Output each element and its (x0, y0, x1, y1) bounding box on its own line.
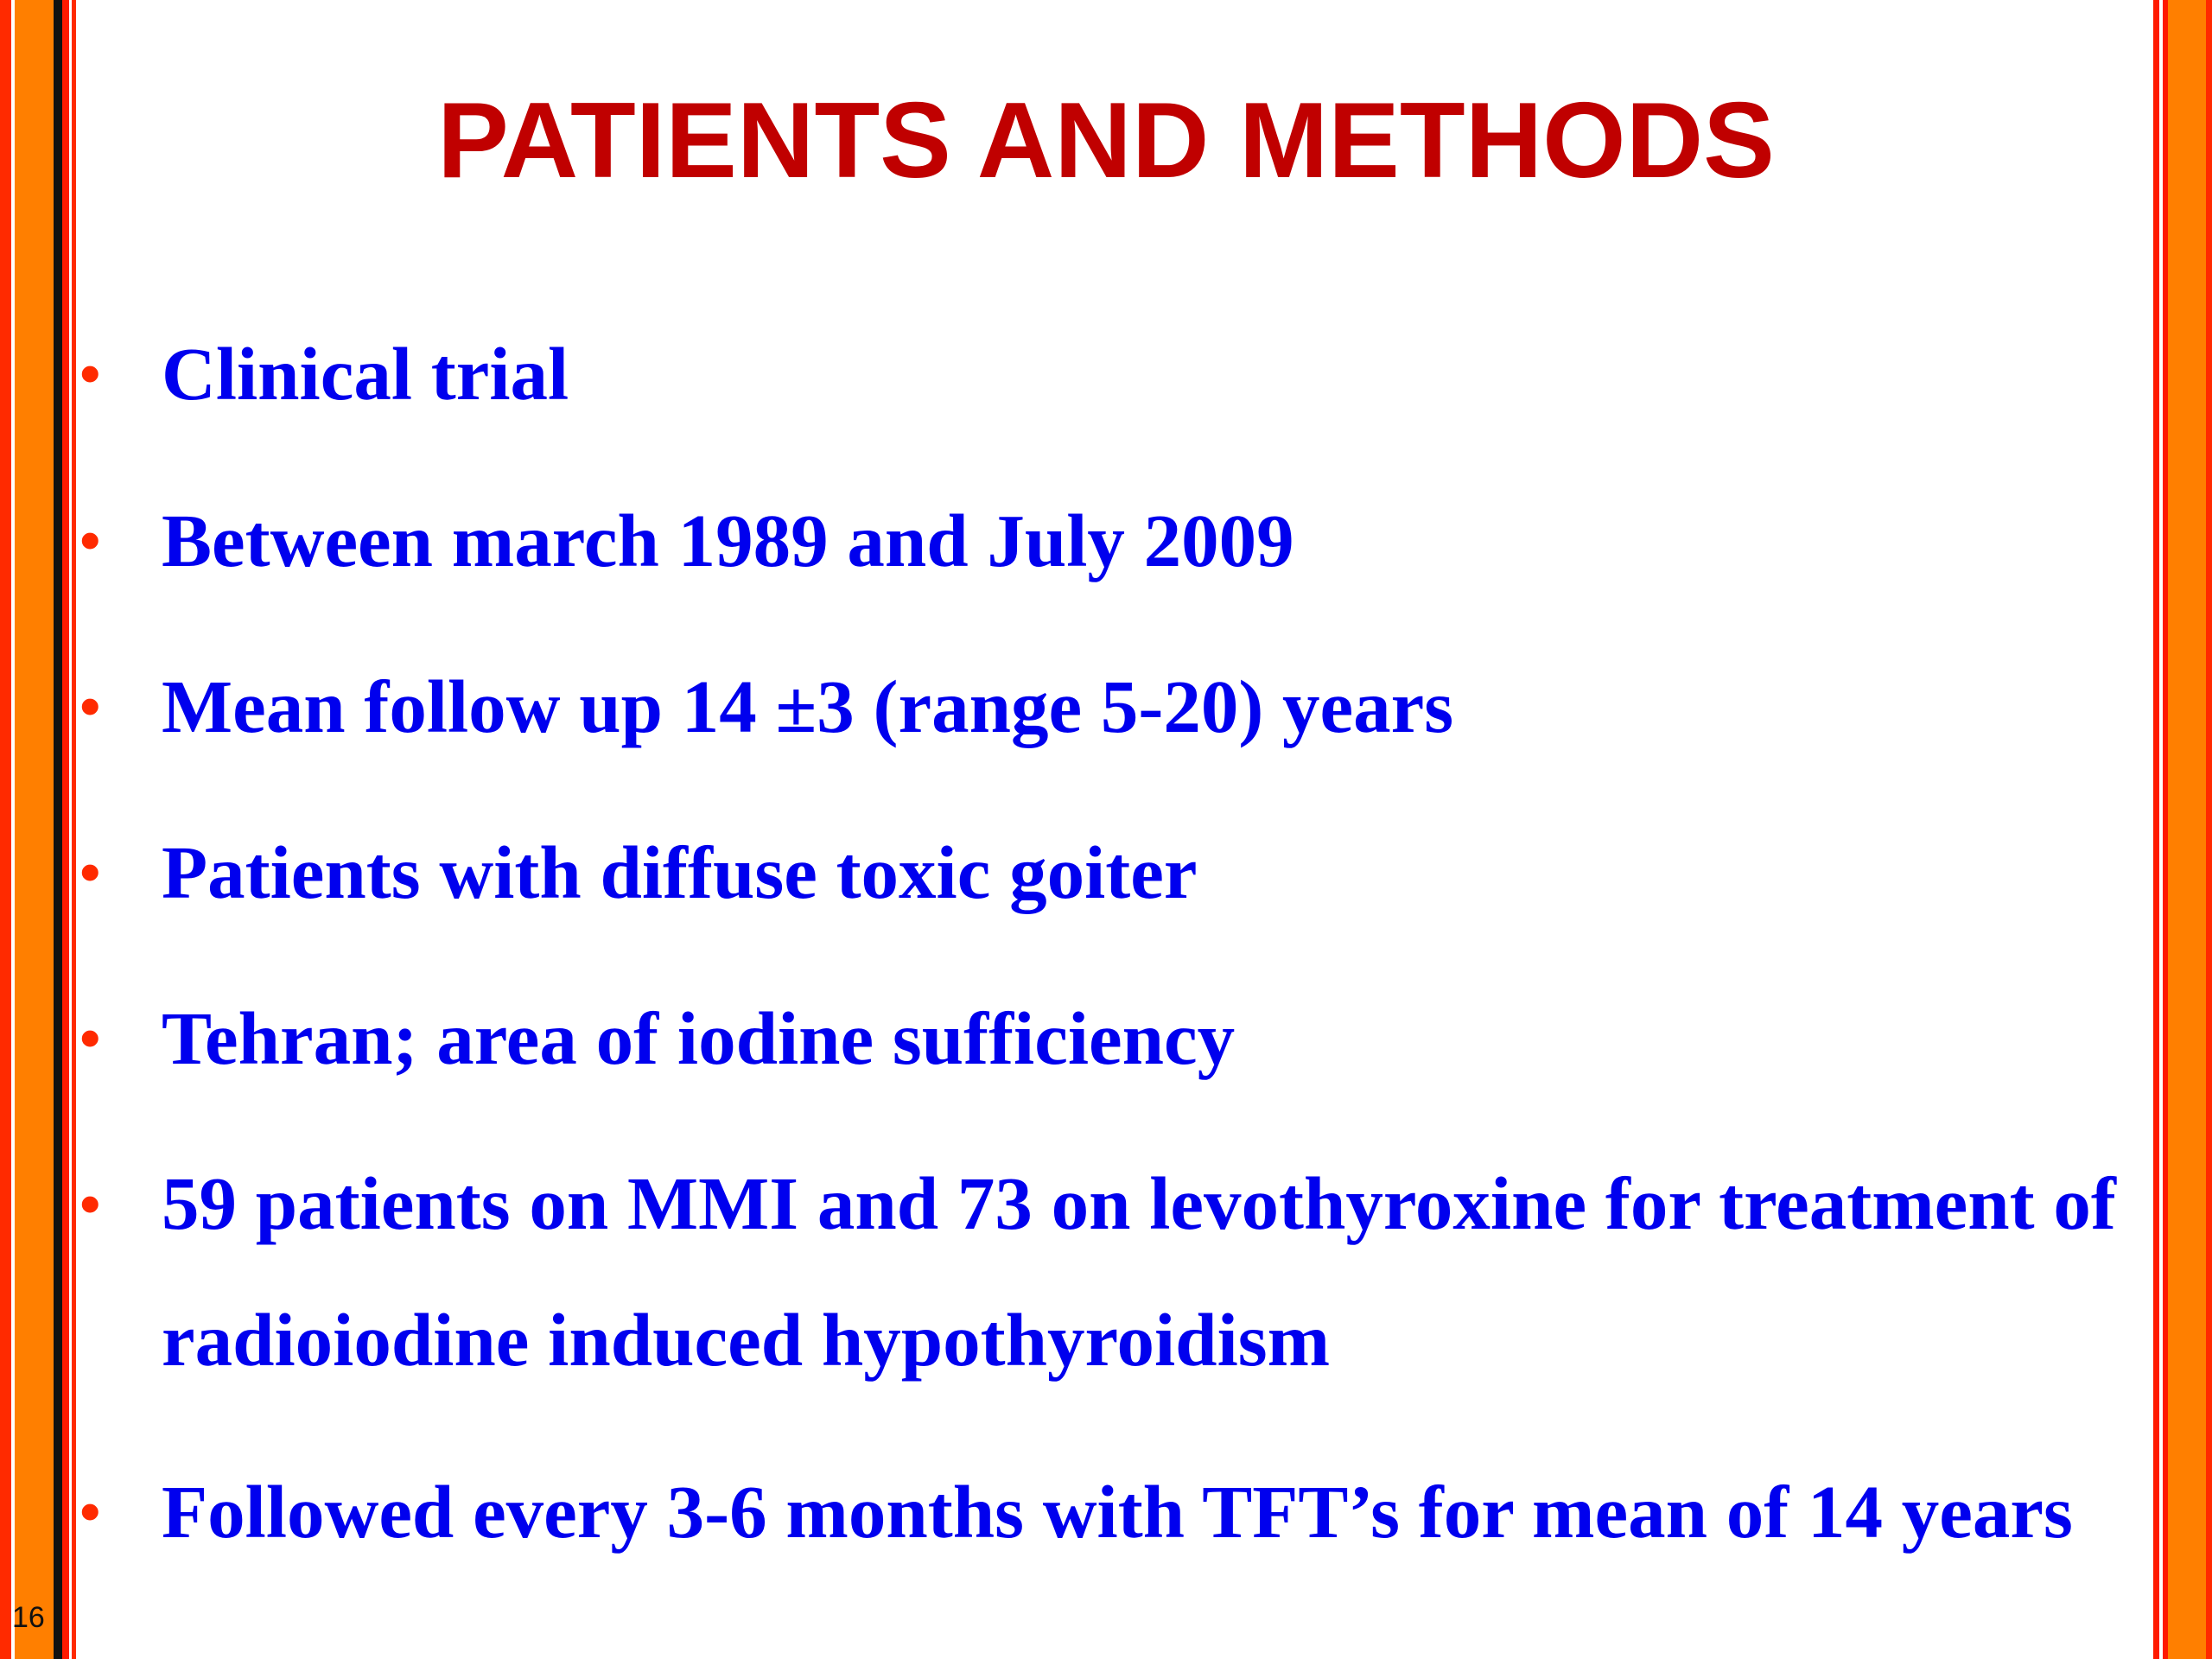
bullet-text: Patients with diffuse toxic goiter (162, 830, 1198, 914)
bullet-text: Clinical trial (162, 332, 569, 416)
bullet-text-line-2: radioiodine induced hypothyroidism (162, 1298, 1331, 1382)
bullet-icon: • (79, 1478, 101, 1545)
bullet-icon: • (79, 838, 101, 906)
bullet-icon: • (79, 340, 101, 407)
bullet-icon: • (79, 1170, 101, 1237)
bullet-text-line-1: 59 patients on MMI and 73 on levothyroxine for treatment of (162, 1161, 2116, 1245)
bullet-icon: • (79, 1004, 101, 1071)
bullet-text (162, 1135, 2175, 1408)
bullet-text: Tehran; area of iodine sufficiency (162, 996, 1236, 1080)
bullet-text: Mean follow up 14 ±3 (range 5-20) years (162, 664, 1454, 748)
bullet-text: Between march 1989 and July 2009 (162, 499, 1294, 582)
bullet-icon: • (79, 506, 101, 574)
bullet-text: Followed every 3-6 months with TFT’s for mean of 14 years (162, 1470, 2073, 1554)
bullet-icon: • (79, 672, 101, 740)
slide-title: PATIENTS AND METHODS (437, 81, 1775, 200)
slide-number: 16 (12, 1601, 45, 1634)
